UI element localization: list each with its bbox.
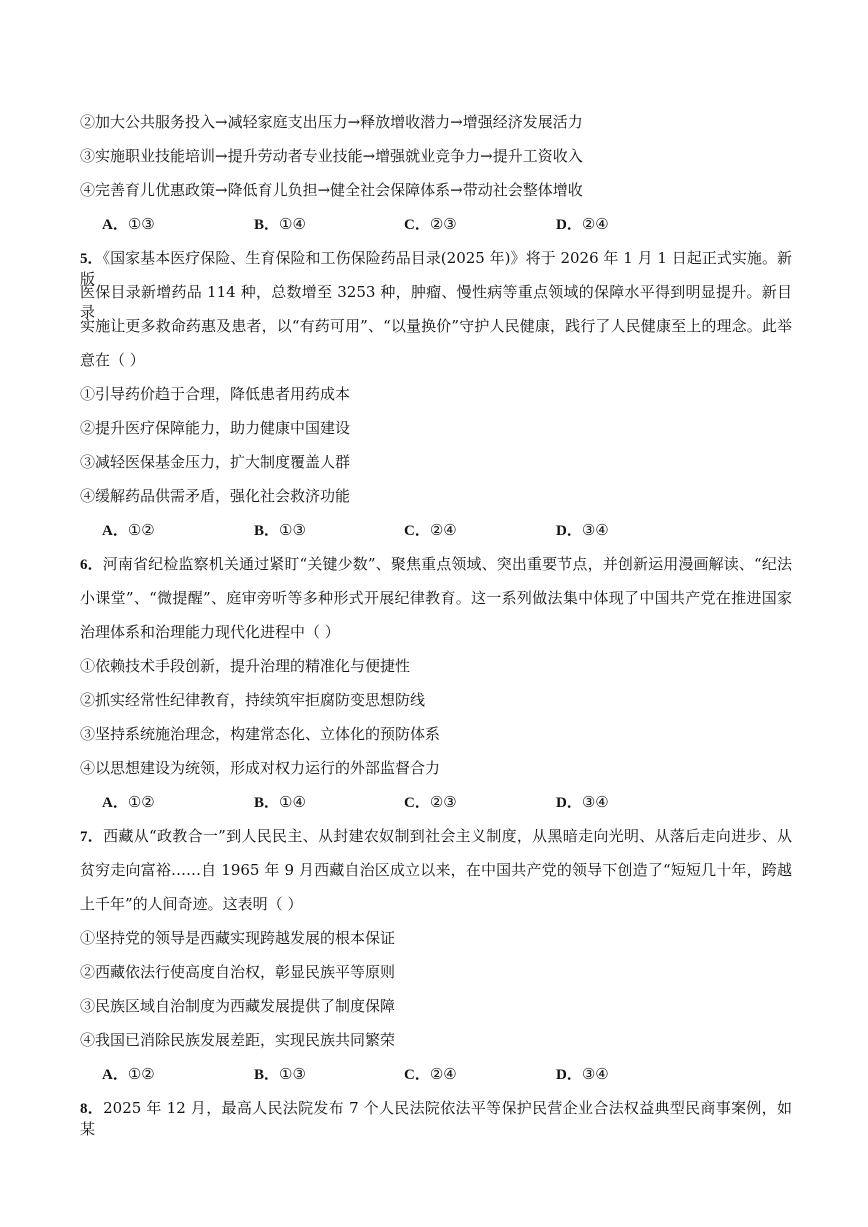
q4-option-a[interactable]: A．①③ [102,215,155,233]
q5-stem-line-3: 实施让更多救命药惠及患者，以“有药可用”、“以量换价”守护人民健康，践行了人民健康至上的理念。此举 [80,317,792,335]
q8-number: 8． [80,1101,104,1117]
q7-number: 7． [80,829,104,845]
q7-option-a[interactable]: A．①② [102,1065,155,1083]
q7-stem-line-1: 7．西藏从“政教合一”到人民民主、从封建农奴制到社会主义制度，从黑暗走向光明、从落后走向进步、从 [80,827,792,845]
q5-option-d[interactable]: D．③④ [556,521,609,539]
q7-item-1: ①坚持党的领导是西藏实现跨越发展的根本保证 [80,929,396,947]
q7-item-3: ③民族区域自治制度为西藏发展提供了制度保障 [80,997,396,1015]
q5-item-4: ④缓解药品供需矛盾，强化社会救济功能 [80,487,351,505]
q7-stem-line-3: 上千年”的人间奇迹。这表明（ ） [80,895,303,913]
q5-item-2: ②提升医疗保障能力，助力健康中国建设 [80,419,351,437]
q4-option-d[interactable]: D．②④ [556,215,609,233]
q6-option-d[interactable]: D．③④ [556,793,609,811]
q4-option-b[interactable]: B．①④ [254,215,306,233]
q6-option-b[interactable]: B．①④ [254,793,306,811]
q5-option-b[interactable]: B．①③ [254,521,306,539]
q4-item-3: ③实施职业技能培训→提升劳动者专业技能→增强就业竞争力→提升工资收入 [80,147,583,165]
q4-option-c[interactable]: C．②③ [404,215,457,233]
q7-item-2: ②西藏依法行使高度自治权，彰显民族平等原则 [80,963,396,981]
q5-option-a[interactable]: A．①② [102,521,155,539]
q6-item-2: ②抓实经常性纪律教育，持续筑牢拒腐防变思想防线 [80,691,426,709]
q6-option-a[interactable]: A．①② [102,793,155,811]
q5-item-1: ①引导药价趋于合理，降低患者用药成本 [80,385,351,403]
q8-stem-line-1: 8．2025 年 12 月，最高人民法院发布 7 个人民法院依法平等保护民营企业合法权益典型民商事案例，如某 [80,1099,792,1138]
q7-option-d[interactable]: D．③④ [556,1065,609,1083]
q6-item-1: ①依赖技术手段创新，提升治理的精准化与便捷性 [80,657,411,675]
q7-option-b[interactable]: B．①③ [254,1065,306,1083]
q6-item-4: ④以思想建设为统领，形成对权力运行的外部监督合力 [80,759,441,777]
q6-stem-line-1: 6．河南省纪检监察机关通过紧盯“关键少数”、聚焦重点领域、突出重要节点，并创新运用漫画解读、“纪法 [80,555,792,573]
q4-item-2: ②加大公共服务投入→减轻家庭支出压力→释放增收潜力→增强经济发展活力 [80,113,583,131]
q4-item-4: ④完善育儿优惠政策→降低育儿负担→健全社会保障体系→带动社会整体增收 [80,181,583,199]
q6-stem-line-2: 小课堂”、“微提醒”、庭审旁听等多种形式开展纪律教育。这一系列做法集中体现了中国共产党在推进国家 [80,589,792,607]
q6-stem-line-3: 治理体系和治理能力现代化进程中（ ） [80,623,340,641]
q6-number: 6． [80,557,103,573]
q5-item-3: ③减轻医保基金压力，扩大制度覆盖人群 [80,453,351,471]
q5-stem-line-1: 5．《国家基本医疗保险、生育保险和工伤保险药品目录(2025 年)》将于 2026 年 1 月 1 日起正式实施。新版 [80,249,792,288]
q5-stem-line-4: 意在（ ） [80,351,145,369]
q7-stem-line-2: 贫穷走向富裕……自 1965 年 9 月西藏自治区成立以来，在中国共产党的领导下创造了“短短几十年，跨越 [80,861,792,879]
q7-option-c[interactable]: C．②④ [404,1065,457,1083]
q6-item-3: ③坚持系统施治理念，构建常态化、立体化的预防体系 [80,725,441,743]
q6-option-c[interactable]: C．②③ [404,793,457,811]
q5-stem-line-2: 医保目录新增药品 114 种，总数增至 3253 种，肿瘤、慢性病等重点领域的保障水平得到明显提升。新目录 [80,283,792,321]
q5-option-c[interactable]: C．②④ [404,521,457,539]
q5-number: 5． [80,251,103,267]
q7-item-4: ④我国已消除民族发展差距，实现民族共同繁荣 [80,1031,396,1049]
